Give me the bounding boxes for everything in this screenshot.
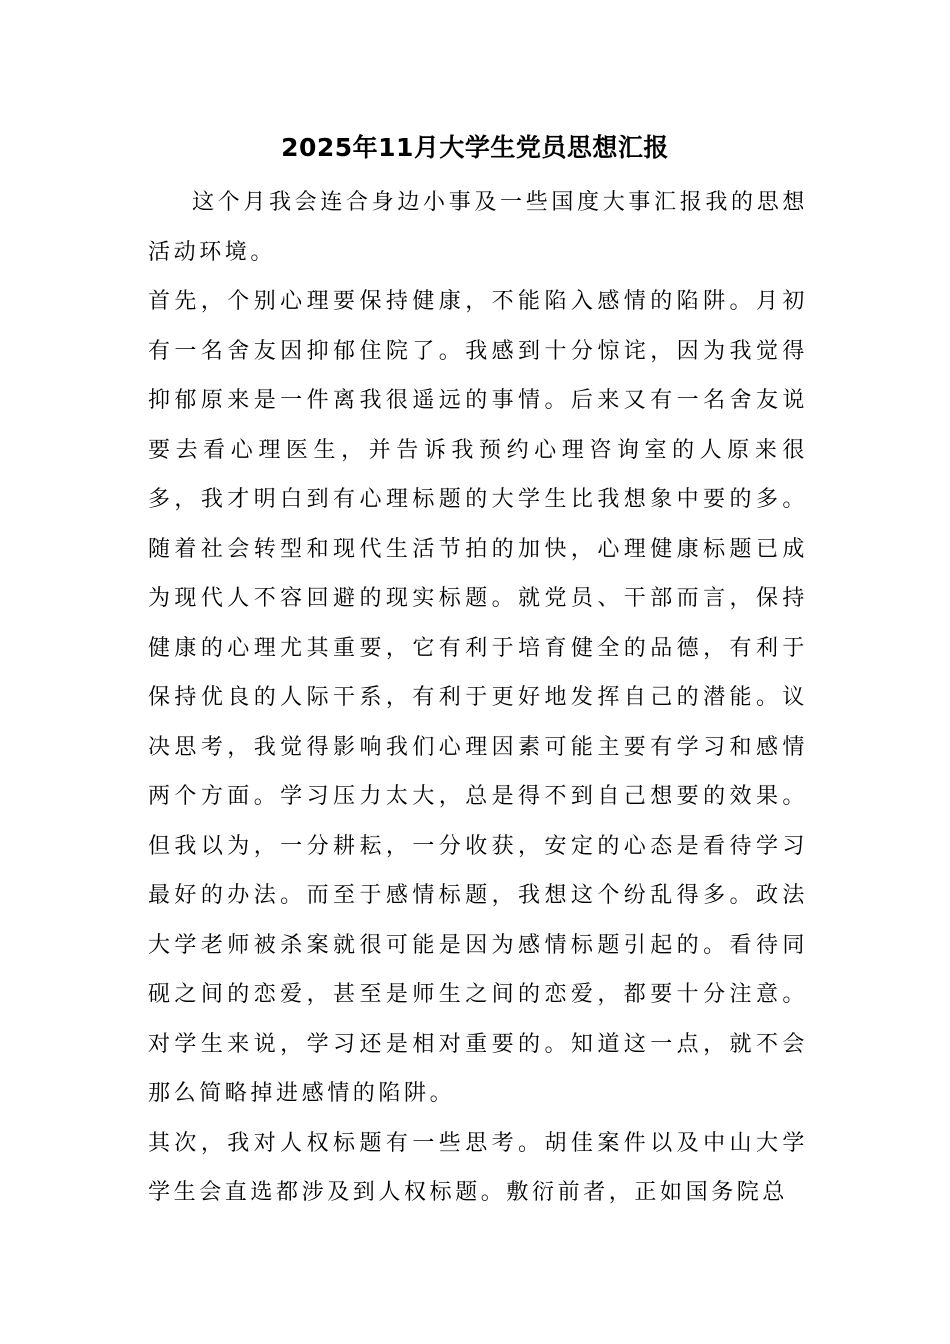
paragraph-human-rights: 其次，我对人权标题有一些思考。胡佳案件以及中山大学学生会直选都涉及到人权标题。敷衍前者，正如国务院总 bbox=[148, 1130, 808, 1205]
document-body bbox=[148, 178, 808, 1218]
document-title: 2025年11月大学生党员思想汇报 bbox=[281, 133, 669, 162]
paragraph-psychology: 首先，个别心理要保持健康，不能陷入感情的陷阱。月初有一名舍友因抑郁住院了。我感到十分惊诧，因为我觉得抑郁原来是一件离我很遥远的事情。后来又有一名舍友说要去看心理医生，并告诉我预约心理咨询室的人原来很多，我才明白到有心理标题的大学生比我想象中要的多。随着社会转型和现代生活节拍的加快，心理健康标题已成为现代人不容回避的现实标题。就党员、干部而言，保持健康的心理尤其重要，它有利于培育健全的品德，有利于保持优良的人际干系，有利于更好地发挥自己的潜能。议决思考，我觉得影响我们心理因素可能主要有学习和感情两个方面。学习压力太大，总是得不到自己想要的效果。但我以为，一分耕耘，一分收获，安定的心态是看待学习最好的办法。而至于感情标题，我想这个纷乱得多。政法大学老师被杀案就很可能是因为感情标题引起的。看待同砚之间的恋爱，甚至是师生之间的恋爱，都要十分注意。对学生来说，学习还是相对重要的。知道这一点，就不会那么简略掉进感情的陷阱。 bbox=[148, 289, 808, 1106]
intro-paragraph: 这个月我会连合身边小事及一些国度大事汇报我的思想活动环境。 bbox=[148, 190, 808, 265]
